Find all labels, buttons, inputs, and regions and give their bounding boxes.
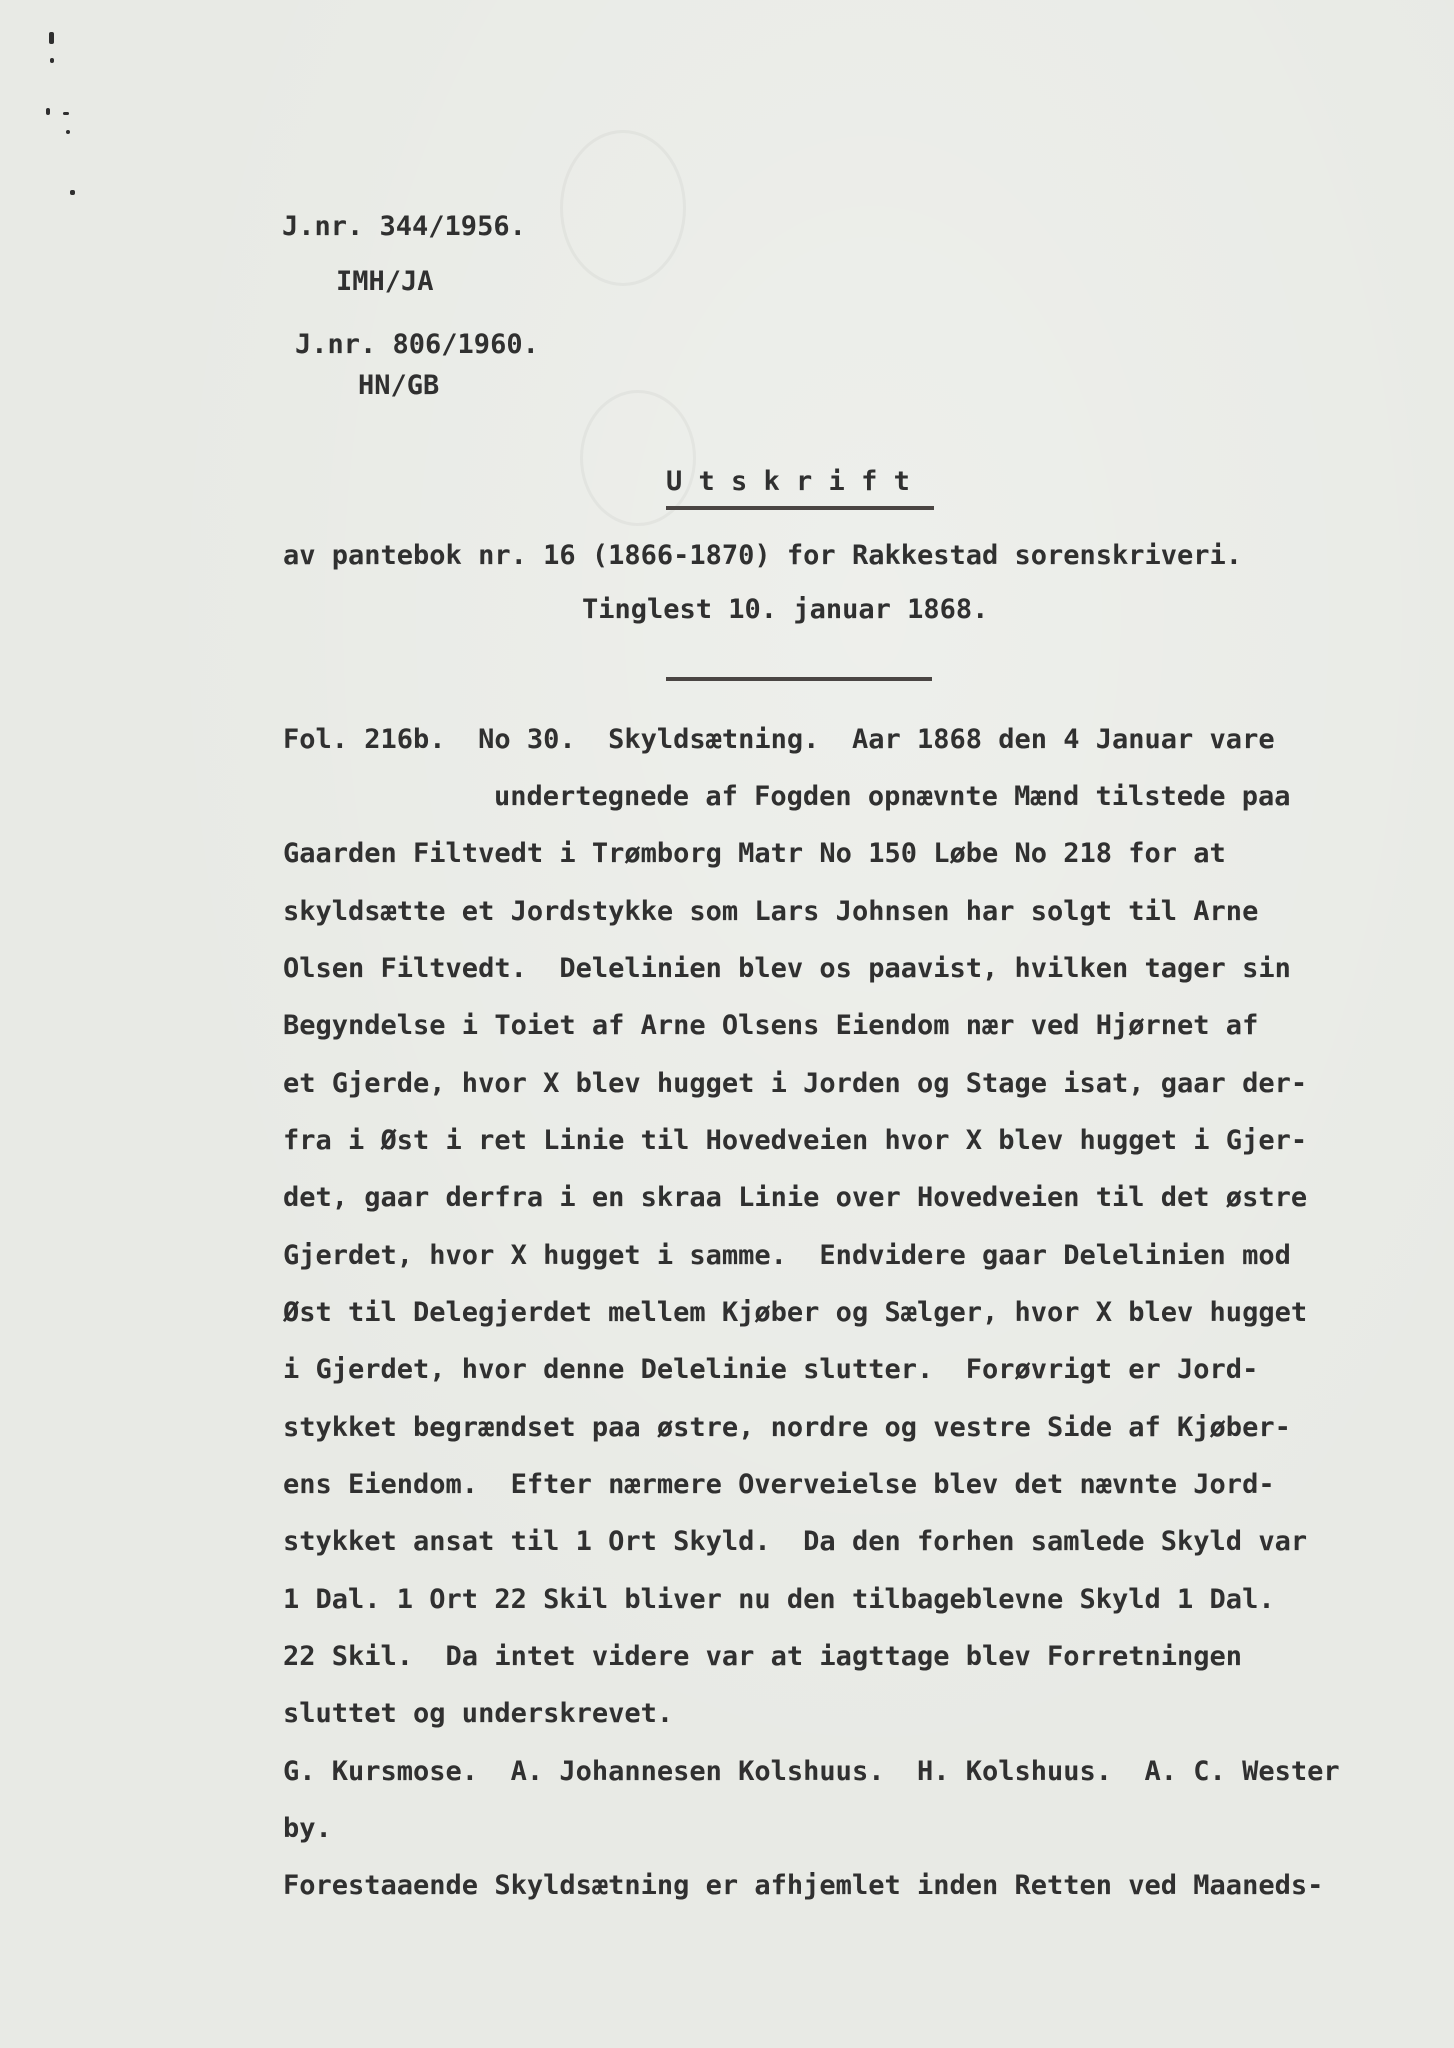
body-line: 1 Dal. 1 Ort 22 Skil bliver nu den tilbageblevne Skyld 1 Dal.	[283, 1584, 1275, 1615]
body-line: i Gjerdet, hvor denne Delelinie slutter. Forøvrigt er Jord-	[283, 1354, 1259, 1385]
body-line: det, gaar derfra i en skraa Linie over Hovedveien til det østre	[283, 1182, 1308, 1213]
body-line: 22 Skil. Da intet videre var at iagttage blev Forretningen	[283, 1641, 1243, 1672]
signatures-line: G. Kursmose. A. Johannesen Kolshuus. H. Kolshuus. A. C. Wester	[283, 1756, 1340, 1787]
body-line: Øst til Delegjerdet mellem Kjøber og Sælger, hvor X blev hugget	[283, 1297, 1308, 1328]
body-line: ens Eiendom. Efter nærmere Overveielse blev det nævnte Jord-	[283, 1469, 1275, 1500]
body-line: Gaarden Filtvedt i Trømborg Matr No 150 Løbe No 218 for at	[283, 838, 1226, 869]
margin-mark	[63, 112, 69, 115]
body-line: undertegnede af Fogden opnævnte Mænd tilstede paa	[494, 781, 1291, 812]
body-line: et Gjerde, hvor X blev hugget i Jorden og Stage isat, gaar der-	[283, 1068, 1308, 1099]
journal-number-1956: J.nr. 344/1956.	[282, 211, 526, 242]
body-line: Begyndelse i Toiet af Arne Olsens Eiendom nær ved Hjørnet af	[283, 1010, 1259, 1041]
body-line: skyldsætte et Jordstykke som Lars Johnsen har solgt til Arne	[283, 896, 1259, 927]
body-line: Fol. 216b. No 30. Skyldsætning. Aar 1868 den 4 Januar vare	[283, 724, 1275, 755]
source-description: av pantebok nr. 16 (1866-1870) for Rakkestad sorenskriveri.	[283, 540, 1243, 571]
body-line: Gjerdet, hvor X hugget i samme. Endvidere gaar Delelinien mod	[283, 1240, 1291, 1271]
signatures-line: by.	[283, 1813, 332, 1844]
section-divider	[666, 677, 932, 681]
initials-1956: IMH/JA	[336, 266, 434, 297]
body-line: stykket begrændset paa østre, nordre og vestre Side af Kjøber-	[283, 1412, 1291, 1443]
margin-mark	[49, 32, 54, 44]
bleed-through-mark	[560, 130, 686, 286]
margin-mark	[50, 58, 54, 63]
body-line: sluttet og underskrevet.	[283, 1698, 674, 1729]
body-line: fra i Øst i ret Linie til Hovedveien hvor X blev hugget i Gjer-	[283, 1125, 1308, 1156]
journal-number-1960: J.nr. 806/1960.	[295, 329, 539, 360]
margin-mark	[46, 108, 50, 115]
margin-mark	[66, 130, 70, 134]
registration-date: Tinglest 10. januar 1868.	[582, 594, 989, 625]
title-underline	[666, 506, 934, 510]
document-title: U t s k r i f t	[666, 466, 910, 497]
body-line: stykket ansat til 1 Ort Skyld. Da den forhen samlede Skyld var	[283, 1526, 1308, 1557]
body-line: Forestaaende Skyldsætning er afhjemlet inden Retten ved Maaneds-	[283, 1870, 1324, 1901]
body-line: Olsen Filtvedt. Delelinien blev os paavist, hvilken tager sin	[283, 953, 1291, 984]
initials-1960: HN/GB	[358, 370, 440, 401]
margin-mark	[70, 190, 75, 195]
